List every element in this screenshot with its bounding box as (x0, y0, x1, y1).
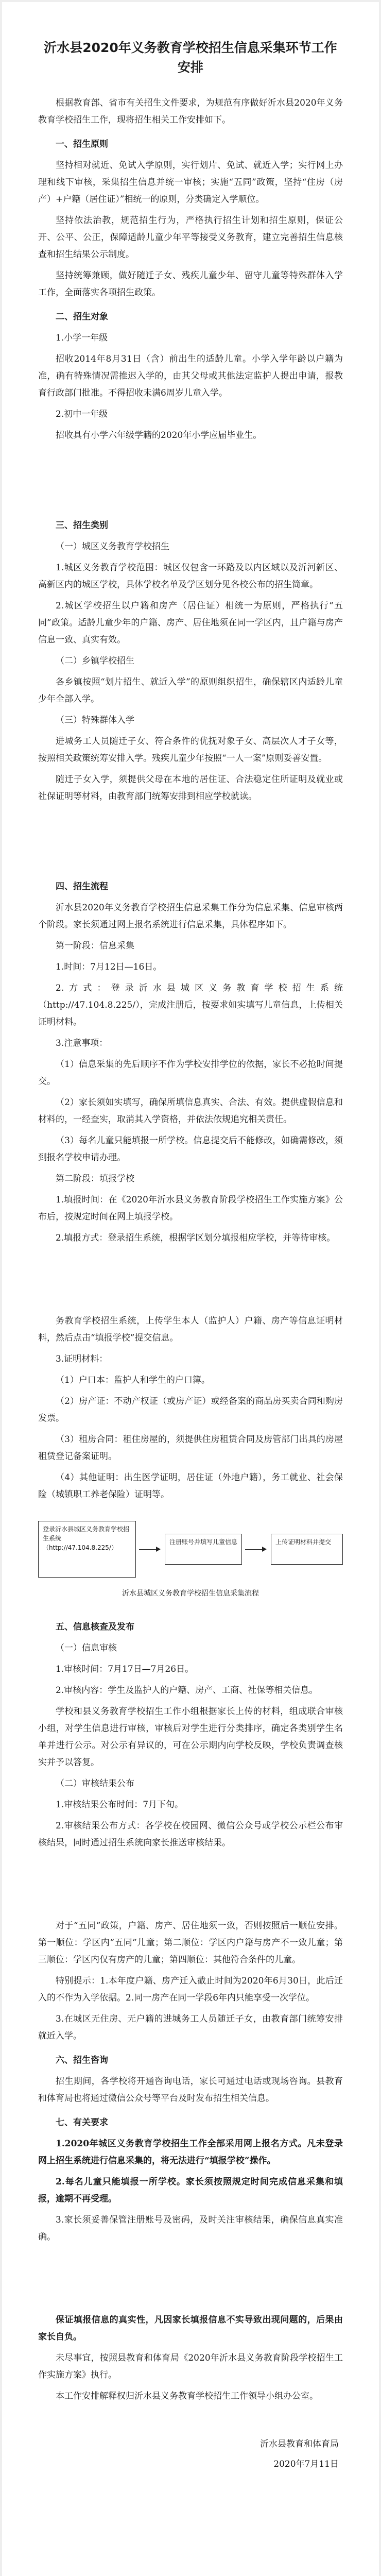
paragraph: 坚持相对就近、免试入学原则，实行划片、免试、就近入学；实行网上办理和线下审核，采集招生信息并统一审核；实施“五同”政策，坚持“住房（房产）+户籍（居住证）”相统一的原则，分类确定入学顺位。 (38, 160, 343, 205)
subheading: 3.证明材料： (56, 1354, 108, 1364)
subheading: （一）信息审核 (56, 1643, 117, 1653)
paragraph: （3）每名儿童只能填报一所学校。信息提交后不能修改，如确需修改，须到报名学校申请办理。 (38, 1136, 343, 1163)
intro-paragraph: 根据教育部、省市有关招生文件要求，为规范有序做好沂水县2020年义务教育学校招生工作，现将招生相关工作安排如下。 (38, 98, 343, 125)
paragraph: 招收具有小学六年级学籍的2020年小学应届毕业生。 (56, 430, 262, 440)
paragraph: 2.城区学校招生以户籍和房产（居住证）相统一为原则，严格执行“五同”政策。适龄儿童少年的户籍、房产、居住地须在同一学区内，且户籍与房产信息一致、真实有效。 (38, 601, 343, 645)
paragraph: （2）家长须如实填写，确保所填信息真实、合法、有效。提供虚假信息和材料的，一经查实，取消其入学资格，并依法依规追究相关责任。 (38, 1097, 343, 1125)
section-heading: 五、信息核查及发布 (56, 1622, 134, 1632)
subheading: 第二阶段：填报学校 (56, 1174, 134, 1184)
paragraph: 未尽事宜，按照县教育和体育局《2020年沂水县义务教育阶段学校招生工作实施方案》执行。 (38, 2353, 343, 2380)
section-heading: 二、招生对象 (56, 312, 108, 322)
flow-step-box: 注册账号并填写儿童信息 (165, 1534, 242, 1565)
document-page (2, 2, 379, 2576)
paragraph: （4）其他证明：出生医学证明，居住证（外地户籍），务工就业、社会保险（城镇职工养老保险）证明等。 (38, 1472, 343, 1500)
paragraph: 2.审核内容：学生及监护人的户籍、房产、工商、社保等相关信息。 (56, 1685, 318, 1696)
paragraph: 进城务工人员随迁子女、符合条件的优抚对象子女、高层次人才子女等，按照相关政策统筹安排入学。残疾儿童少年按照“一人一案”原则妥善安置。 (38, 736, 343, 764)
paragraph: 特别提示：1.本年度户籍、房产迁入截止时间为2020年6月30日，此后迁入的不作为入学依据。2.同一房产在同一学段6年内只能享受一次学位。 (38, 1976, 343, 2003)
paragraph: 3.在城区无住房、无户籍的进城务工人员随迁子女，由教育部门统筹安排就近入学。 (38, 2014, 343, 2041)
paragraph: （1）户口本：监护人和学生的户口簿。 (56, 1375, 210, 1385)
signature-org: 沂水县教育和体育局 (260, 2439, 339, 2449)
paragraph: 对于“五同”政策，户籍、房产、居住地须一致，否则按照后一顺位安排。第一顺位：学区内“五同”儿童；第二顺位：学区内户籍与房产不一致儿童；第三顺位：学区内仅有房产的儿童；第四顺位：其他符合条件的儿童。 (38, 1921, 343, 1965)
paragraph: 招生期间，各学校将开通咨询电话，家长可通过电话或现场咨询。县教育和体育局也将通过微信公众号等平台及时发布招生相关信息。 (38, 2076, 343, 2104)
paragraph: 招收2014年8月31日（含）前出生的适龄儿童。小学入学年龄以户籍为准，确有特殊情况需推迟入学的，由其父母或其他法定监护人提出申请，报教育行政部门批准。不得招收未满6周岁儿童入学。 (38, 354, 343, 398)
paragraph: 3.注意事项： (56, 1038, 108, 1048)
paragraph: 1.审核时间：7月17日—7月26日。 (56, 1664, 194, 1674)
paragraph: 各乡镇按照“划片招生、就近入学”的原则组织招生，确保辖区内适龄儿童少年全部入学。 (38, 677, 343, 704)
paragraph: 1.城区义务教育学校范围：城区仅包含一环路及以内区域以及沂河新区、高新区内的城区学校，具体学校名单及学区划分见各校公布的招生简章。 (38, 563, 343, 590)
section-heading: 一、招生原则 (56, 139, 108, 149)
paragraph: 3.家长须妥善保管注册账号及密码，及时关注审核结果，确保信息真实准确。 (38, 2215, 343, 2242)
paragraph-bold: 1.2020年城区义务教育学校招生工作全部采用网上报名方式。凡未登录网上招生系统进行信息采集的，将无法进行“填报学校”操作。 (38, 2139, 343, 2166)
subheading: 第一阶段：信息采集 (56, 941, 134, 951)
section-heading: 六、招生咨询 (56, 2055, 108, 2065)
subheading: （二）乡镇学校招生 (56, 656, 134, 666)
paragraph: 1.审核结果公布时间：7月下旬。 (56, 1800, 184, 1810)
subheading: （二）审核结果公布 (56, 1778, 134, 1789)
paragraph: 2.审核结果公布方式：各学校在校园网、微信公众号或学校公示栏公布审核结果，同时通过招生系统向家长推送审核结果。 (38, 1821, 343, 1848)
paragraph: 沂水县2020年义务教育学校招生信息采集工作分为信息采集、信息审核两个阶段。家长须通过网上报名系统进行信息采集，具体程序如下。 (38, 903, 343, 930)
paragraph-bold: 2.每名儿童只能填报一所学校。家长须按照规定时间完成信息采集和填报，逾期不再受理。 (38, 2177, 343, 2204)
paragraph: 1.时间：7月12日—16日。 (56, 962, 162, 972)
paragraph: （2）房产证：不动产权证（或房产证）或经备案的商品房买卖合同和购房发票。 (38, 1396, 343, 1423)
flow-diagram (38, 1511, 343, 1608)
subheading: （三）特殊群体入学 (56, 715, 134, 725)
paragraph: （1）信息采集的先后顺序不作为学校安排学位的依据，家长不必抢时间提交。 (38, 1059, 343, 1087)
paragraph: 1.填报时间：在《2020年沂水县义务教育阶段学校招生工作实施方案》公布后，按规定时间在网上填报学校。 (38, 1195, 343, 1222)
paragraph: 坚持统筹兼顾，做好随迁子女、残疾儿童少年、留守儿童等特殊群体入学工作，全面落实各项招生政策。 (38, 270, 343, 298)
section-heading: 四、招生流程 (56, 882, 108, 892)
paragraph: 2.填报方式：登录招生系统，根据学区划分填报相应学校，并等待审核。 (56, 1233, 336, 1243)
paragraph: 务教育学校招生系统，上传学生本人（监护人）户籍、房产等信息证明材料，然后点击“填报学校”提交信息。 (38, 1316, 343, 1343)
subheading: （一）城区义务教育学校招生 (56, 541, 169, 552)
document-title: 沂水县2020年义务教育学校招生信息采集环节工作安排 (44, 40, 337, 75)
paragraph: （3）租房合同：租住房屋的，须提供住房租赁合同及房管部门出具的房屋租赁登记备案证明。 (38, 1434, 343, 1462)
flow-arrow (245, 1549, 266, 1550)
paragraph: 本工作安排解释权归沂水县义务教育学校招生工作领导小组办公室。 (56, 2391, 318, 2401)
paragraph-bold: 保证填报信息的真实性，凡因家长填报信息不实导致出现问题的，后果由家长自负。 (38, 2315, 343, 2342)
paragraph: 坚持依法治教，规范招生行为，严格执行招生计划和招生原则，保证公开、公平、公正，保障适龄儿童少年平等接受义务教育，建立完善招生信息核查和招生结果公示制度。 (38, 215, 343, 260)
flow-step-box: 上传证明材料并提交 (271, 1534, 343, 1565)
subheading: 2.初中一年级 (56, 409, 108, 419)
flow-caption: 沂水县城区义务教育学校招生信息采集流程 (122, 1589, 259, 1598)
subheading: 1.小学一年级 (56, 333, 108, 343)
flow-step-box: 登录沂水县城区义务教育学校招生系统（http://47.104.8.225/） (38, 1521, 136, 1578)
paragraph: 学校和县义务教育学校招生工作小组根据家长上传的材料，组成联合审核小组，对学生信息进行审核，审核后对学生进行分类排序，确定各类别学生名单并进行公示。对公示有异议的，可在公示期内向学校反映，学校负责调查核实并予以答复。 (38, 1706, 343, 1768)
flow-arrow (139, 1549, 160, 1550)
section-heading: 七、有关要求 (56, 2117, 108, 2128)
paragraph: 2.方式：登录沂水县城区义务教育学校招生系统（http://47.104.8.225/），完成注册后，按要求如实填写儿童信息，上传相关证明材料。 (38, 983, 343, 1027)
paragraph: 随迁子女入学，须提供父母在本地的居住证、合法稳定住所证明及就业或社保证明等材料，由教育部门统筹安排到相应学校就读。 (38, 774, 343, 802)
signature-date: 2020年7月11日 (273, 2459, 339, 2469)
section-heading: 三、招生类别 (56, 520, 108, 531)
